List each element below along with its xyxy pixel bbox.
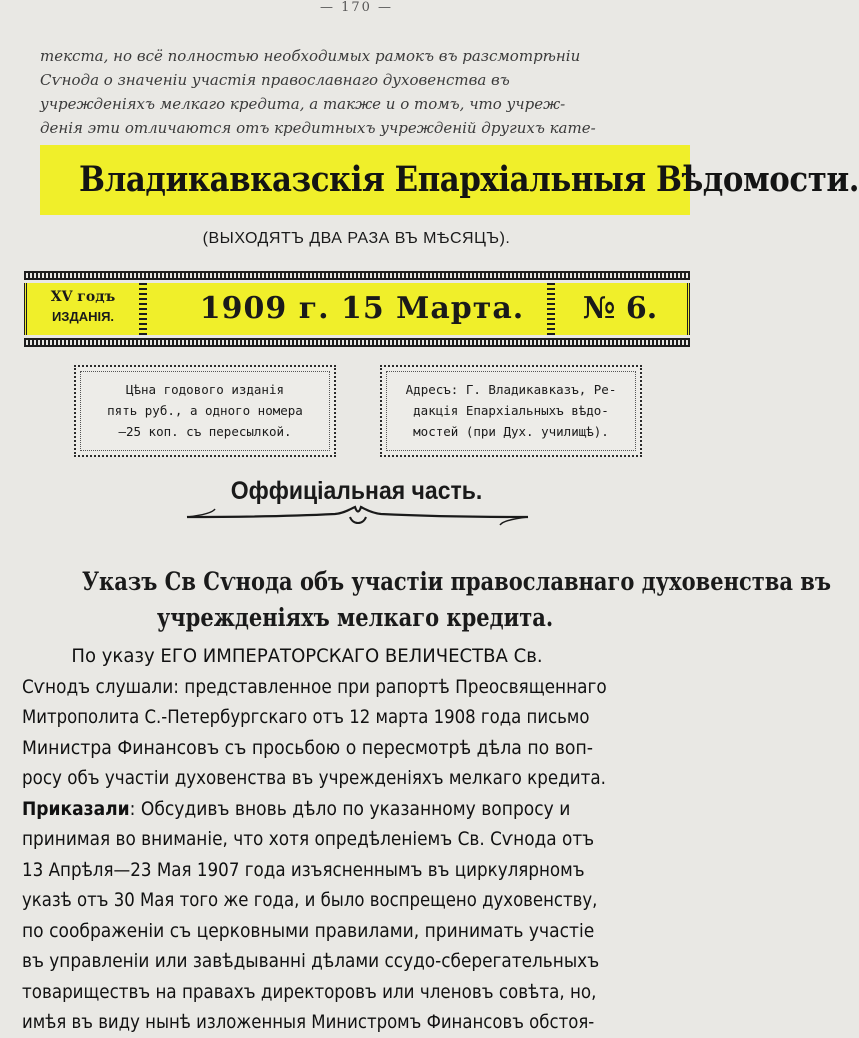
address-line: дакцiя Епархiальныхъ вѣдо- <box>413 403 609 418</box>
body-line: По указу ЕГО ИМПЕРАТОРСКАГО ВЕЛИЧЕСТВА Св. <box>71 645 543 667</box>
page-number: — 170 — <box>319 0 394 15</box>
masthead <box>40 145 859 215</box>
section-title: Оффицiальная часть. <box>230 477 483 505</box>
body-line: въ управленiи или завѣдываннi дѣлами ссудо-сберегательныхъ <box>22 950 600 972</box>
body-line: Министра Финансовъ съ просьбою о пересмотрѣ дѣла по воп- <box>22 736 594 759</box>
address-box <box>380 365 642 457</box>
issue-bar <box>24 283 690 335</box>
address-line: Адресъ: Г. Владикавказъ, Ре- <box>405 382 617 397</box>
body-line: по соображенiи съ церковными правилами, принимать участiе <box>22 919 595 942</box>
year-label: XV годъ <box>50 289 116 305</box>
price-box <box>74 365 336 457</box>
body-line-rest: : Обсудивъ вновь дѣло по указанному вопросу и <box>129 797 571 820</box>
decree-title-line: учрежденiяхъ мелкаго кредита. <box>156 603 554 632</box>
top-rule <box>24 271 690 280</box>
body-line: 13 Апрѣля—23 Мая 1907 года изъясненнымъ въ циркулярномъ <box>22 858 585 881</box>
issue-separator <box>139 283 147 335</box>
issue-date: 1909 г. 15 Марта. <box>199 291 525 326</box>
issue-separator <box>547 283 555 335</box>
body-line: росу объ участiи духовенства въ учрежденiяхъ мелкаго кредита. <box>22 767 606 789</box>
body-line: Митрополита С.-Петербургскаго отъ 12 марта 1908 года письмо <box>22 706 590 728</box>
year-box <box>33 287 133 327</box>
masthead-subtitle: (ВЫХОДЯТЪ ДВА РАЗА ВЪ МѢСЯЦЪ). <box>202 230 511 247</box>
body-bold-word: Приказали <box>22 797 130 820</box>
price-line: пять руб., а одного номера <box>107 403 303 418</box>
bottom-rule <box>24 338 690 347</box>
price-line: —25 коп. съ пересылкой. <box>118 424 292 439</box>
body-line: указѣ отъ 30 Мая того же года, и было воспрещено духовенству, <box>22 889 598 911</box>
preceding-line: текста, но всё полностью необходимых рамокъ въ разсмотрѣнiи <box>40 47 581 65</box>
body-line: Сѵнодъ слушали: представленное при рапортѣ Преосвященнаго <box>22 675 607 698</box>
body-line: имѣя въ виду нынѣ изложенныя Министромъ Финансовъ обстоя- <box>22 1011 595 1033</box>
issue-number: № 6. <box>582 291 658 326</box>
body-line <box>22 794 634 825</box>
masthead-title: Владикавказскія Епархіальныя Вѣдомости. <box>79 159 859 200</box>
address-line: мостей (при Дух. училищѣ). <box>413 424 609 439</box>
body-line: товариществъ на правахъ директоровъ или членовъ совѣта, но, <box>22 980 597 1003</box>
decree-title-line: Указъ Св Сѵнода объ участiи православнаго духовенства въ <box>82 567 832 596</box>
preceding-line: Сѵнода о значенiи участiя православнаго духовенства въ <box>40 71 510 89</box>
preceding-line: денiя эти отличаются отъ кредитныхъ учрежденiй другихъ кате- <box>40 119 596 137</box>
flourish-ornament <box>185 503 530 529</box>
price-line: Цѣна годового изданiя <box>125 382 285 397</box>
decree-body <box>22 641 702 1038</box>
preceding-text <box>40 44 690 140</box>
body-line: принимая во вниманiе, что хотя опредѣленiемъ Св. Сѵнода отъ <box>22 828 595 850</box>
edition-label: ИЗДАНIЯ. <box>51 309 115 324</box>
preceding-line: учрежденiяхъ мелкаго кредита, а также и о томъ, что учреж- <box>40 95 566 113</box>
